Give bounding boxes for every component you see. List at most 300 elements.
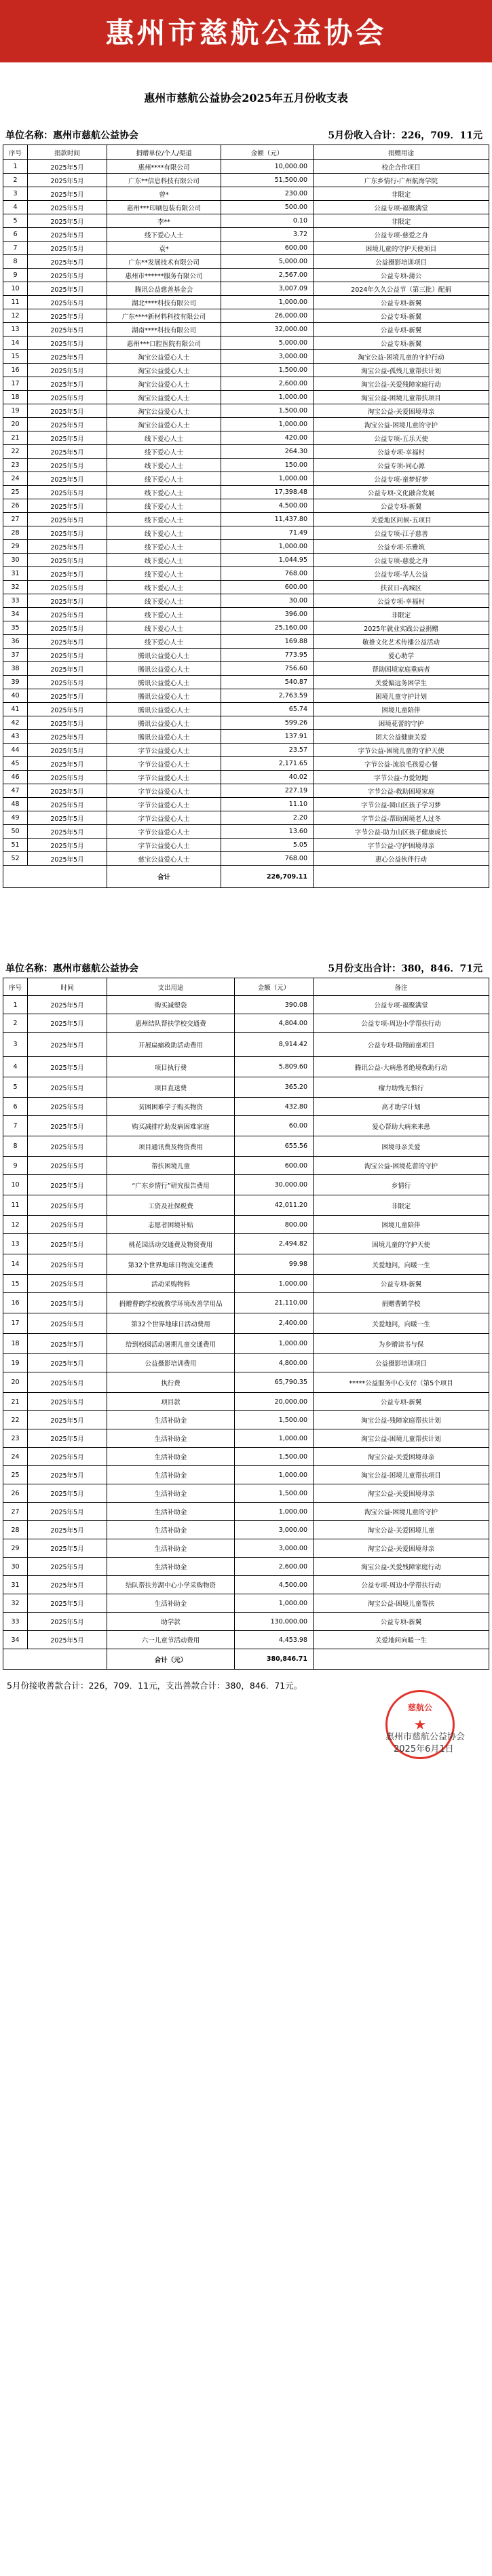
table-cell: 非限定 [314,608,489,621]
table-cell: 2025年5月 [28,554,107,567]
column-header: 时间 [28,978,107,996]
table-row [3,1033,489,1057]
column-header: 支出用途 [107,978,235,996]
table-cell: 2025年5月 [28,1195,107,1216]
table-row [3,811,489,825]
table-cell: 第32个世界地球日活动费用 [107,1313,235,1334]
table-row [3,513,489,526]
table-cell: 线下爱心人士 [107,513,221,526]
table-cell: 19 [3,404,28,418]
table-cell: 2025年5月 [28,1275,107,1293]
table-cell: 1,500.00 [235,1411,314,1429]
table-row [3,404,489,418]
table-cell: 公益专项-新翼 [314,1393,489,1411]
table-cell: 公益专项-新翼 [314,323,489,337]
table-cell: 15 [3,350,28,364]
table-cell: 390.08 [235,996,314,1014]
table-cell: 困境花蕾的守护 [314,716,489,730]
table-cell: 非限定 [314,187,489,201]
table-cell: 19 [3,1354,28,1372]
table-cell: 4,453.98 [235,1631,314,1649]
table-cell: 公益专项-慈爱之舟 [314,228,489,242]
table-cell: 2025年5月 [28,730,107,744]
table-cell: 23 [3,459,28,472]
table-cell: 71.49 [221,526,314,540]
table-cell: 44 [3,744,28,757]
document-title: 惠州市慈航公益协会2025年五月份收支表 [144,92,348,104]
table-row [3,798,489,811]
table-cell: 公益专项-新翼 [314,499,489,513]
table-cell: 淘宝公益-残障家庭帮扶计划 [314,1411,489,1429]
table-cell: 365.20 [235,1077,314,1098]
table-cell: 字节公益爱心人士 [107,757,221,771]
table-cell: 23 [3,1429,28,1448]
table-cell: 2025年5月 [28,1033,107,1057]
table-cell: 30 [3,1558,28,1576]
table-cell: 1,000.00 [221,418,314,431]
table-cell: 2025年5月 [28,540,107,554]
table-cell: 2025年5月 [28,377,107,391]
table-cell: 2025年5月 [28,1254,107,1275]
table-row [3,282,489,296]
table-cell: 生活补助金 [107,1411,235,1429]
table-cell: 公益摄影培训项目 [314,255,489,269]
table-row [3,296,489,309]
table-cell: 2,400.00 [235,1313,314,1334]
table-cell: 线下爱心人士 [107,594,221,608]
table-cell: 2025年5月 [28,499,107,513]
table-row [3,621,489,635]
table-cell: 52 [3,852,28,866]
table-cell: 项目执行费 [107,1057,235,1077]
table-row [3,1503,489,1521]
table-cell: 42,011.20 [235,1195,314,1216]
table-cell: 2025年5月 [28,852,107,866]
table-cell: 21,110.00 [235,1293,314,1313]
table-cell: 2025年5月 [28,689,107,703]
table-cell: 47 [3,784,28,798]
table-cell: 28 [3,1521,28,1539]
table-cell: 线下爱心人士 [107,445,221,459]
table-cell: 2025年5月 [28,431,107,445]
table-cell: 1,500.00 [235,1484,314,1503]
table-cell: 33 [3,594,28,608]
table-cell: 2025年5月 [28,472,107,486]
table-cell: 湖南****科技有限公司 [107,323,221,337]
table-cell: 227.19 [221,784,314,798]
table-cell: 开展扁瘤救助活动费用 [107,1033,235,1057]
column-header: 序号 [3,145,28,160]
table-cell: 4,500.00 [235,1576,314,1594]
table-cell: 字节公益-守护困境母亲 [314,839,489,852]
table-cell: 45 [3,757,28,771]
total-blank [314,866,489,888]
table-row [3,431,489,445]
table-cell: 230.00 [221,187,314,201]
table-cell: 1,000.00 [235,1429,314,1448]
table-row [3,825,489,839]
table-cell: 公益专项-幸福村 [314,594,489,608]
table-cell: 2 [3,174,28,187]
table-cell: 淘宝公益-困境儿童帮扶项目 [314,391,489,404]
table-cell: 广东**发展技术有限公司 [107,255,221,269]
table-cell: 公益摄影培训费用 [107,1354,235,1372]
table-cell: 2025年5月 [28,486,107,499]
table-cell: 0.10 [221,214,314,228]
table-cell: 768.00 [221,567,314,581]
table-cell: 15 [3,1275,28,1293]
table-row [3,1234,489,1254]
column-header: 捐赠单位/个人/渠道 [107,145,221,160]
table-cell: 线下爱心人士 [107,486,221,499]
table-row [3,418,489,431]
table-cell: 30 [3,554,28,567]
table-cell: 淘宝公益-困境儿童的守护 [314,1503,489,1521]
table-cell: 淘宝公益-关爱困境母亲 [314,404,489,418]
table-cell: 36 [3,635,28,649]
table-cell: 29 [3,1539,28,1558]
table-cell: 600.00 [221,581,314,594]
table-row [3,255,489,269]
table-cell: 腾讯公益-大病患者绝境救助行动 [314,1057,489,1077]
table-row [3,1313,489,1334]
table-row [3,554,489,567]
table-cell: 2025年5月 [28,676,107,689]
table-cell: 41 [3,703,28,716]
table-cell: 2,600.00 [221,377,314,391]
table-cell: 公益专项-蒲公 [314,269,489,282]
table-cell: 字节公益-流浪毛孩爱心餐 [314,757,489,771]
table-cell: 高才助学计划 [314,1098,489,1116]
table-row [3,1334,489,1354]
table-cell: 2025年5月 [28,445,107,459]
table-cell: 7 [3,1116,28,1136]
table-cell: 8 [3,255,28,269]
table-row [3,214,489,228]
table-cell: 线下爱心人士 [107,228,221,242]
table-row [3,1136,489,1157]
table-cell: 2025年5月 [28,825,107,839]
table-row [3,608,489,621]
table-cell: 淘宝公益-关爱困境母亲 [314,1448,489,1466]
table-cell: 5,000.00 [221,255,314,269]
table-cell: 扶贫日-高城区 [314,581,489,594]
table-cell: 34 [3,608,28,621]
section-gap [0,888,492,961]
table-cell: 1,000.00 [235,1466,314,1484]
table-row [3,472,489,486]
table-cell: 11.10 [221,798,314,811]
table-cell: 2024年久久公益节（第三批）配捐 [314,282,489,296]
table-cell: 1,500.00 [221,404,314,418]
table-cell: 2025年5月 [28,621,107,635]
table-cell: 线下爱心人士 [107,540,221,554]
table-cell: 公益专项-福聚满堂 [314,996,489,1014]
total-blank [314,1649,489,1670]
table-cell: 2025年5月 [28,839,107,852]
table-row [3,337,489,350]
table-cell: 2025年5月 [28,391,107,404]
table-row [3,1014,489,1033]
table-cell: 2025年5月 [28,771,107,784]
star-icon: ★ [414,1716,426,1733]
table-row [3,771,489,784]
table-cell: 关爱地问向暖一生 [314,1631,489,1649]
table-cell: 2025年5月 [28,1372,107,1393]
column-header: 备注 [314,978,489,996]
table-cell: 公益专项-慈爱之舟 [314,554,489,567]
table-cell: 2025年5月 [28,1429,107,1448]
table-row [3,1576,489,1594]
table-cell: 生活补助金 [107,1429,235,1448]
table-cell: 字节公益-力爱短跑 [314,771,489,784]
table-cell: 公益专项-新翼 [314,1613,489,1631]
table-cell: 腾讯公益慈善基金会 [107,282,221,296]
table-cell: 7 [3,242,28,255]
table-header-row [3,145,489,160]
table-cell: 2025年5月 [28,201,107,214]
table-row [3,174,489,187]
table-cell: 公益专项-福聚满堂 [314,201,489,214]
table-cell: 600.00 [235,1157,314,1175]
table-row [3,1448,489,1466]
table-cell: 生活补助金 [107,1521,235,1539]
table-row [3,499,489,513]
table-cell: 结队帮扶芳湖中心小学采购物资 [107,1576,235,1594]
table-cell: 5,809.60 [235,1057,314,1077]
table-cell: 2025年5月 [28,594,107,608]
table-cell: 51,500.00 [221,174,314,187]
table-cell: 46 [3,771,28,784]
table-cell: 20 [3,1372,28,1393]
table-cell: 腾讯公益爱心人士 [107,703,221,716]
total-row [3,866,489,888]
table-row [3,269,489,282]
table-row [3,1558,489,1576]
table-cell: 1,000.00 [221,296,314,309]
table-cell: 困境儿童陪伴 [314,703,489,716]
table-cell: 2025年5月 [28,581,107,594]
table-cell: 24 [3,1448,28,1466]
table-cell: 10,000.00 [221,160,314,174]
table-cell: 27 [3,513,28,526]
table-cell: 773.95 [221,649,314,662]
table-cell: 2025年5月 [28,1077,107,1098]
table-cell: 13.60 [221,825,314,839]
table-row [3,1077,489,1098]
table-cell: 1,000.00 [235,1275,314,1293]
table-cell: 2025年5月 [28,242,107,255]
table-cell: 2025年5月 [28,1503,107,1521]
table-cell: *****公益服务中心支付（第5个项目 [314,1372,489,1393]
table-cell: 17,398.48 [221,486,314,499]
table-cell: 99.98 [235,1254,314,1275]
table-cell: 瘤力助残无惧行 [314,1077,489,1098]
table-cell: 25 [3,486,28,499]
table-cell: 800.00 [235,1216,314,1234]
table-cell: 1,000.00 [235,1334,314,1354]
table-row [3,744,489,757]
table-cell: 11 [3,296,28,309]
table-cell: 淘宝公益-困境儿童帮扶计划 [314,1429,489,1448]
table-cell: 淘宝公益-关爱残障家庭行动 [314,1558,489,1576]
table-cell: 30.00 [221,594,314,608]
table-cell: 公益专项-五乐天使 [314,431,489,445]
table-cell: 腾讯公益爱心人士 [107,716,221,730]
table-cell: 2,494.82 [235,1234,314,1254]
table-cell: 43 [3,730,28,744]
table-cell: 26 [3,499,28,513]
table-cell: 淘宝公益爱心人士 [107,391,221,404]
table-cell: 2025年5月 [28,635,107,649]
table-cell: 关爱偏远务困学生 [314,676,489,689]
table-cell: 756.60 [221,662,314,676]
table-cell: 线下爱心人士 [107,635,221,649]
table-cell: 2,171.65 [221,757,314,771]
table-cell: 给到校园活动暑期儿童交通费用 [107,1334,235,1354]
table-cell: 广东****新材料科技有限公司 [107,309,221,323]
table-cell: 线下爱心人士 [107,608,221,621]
table-cell: 27 [3,1503,28,1521]
table-cell: 生活补助金 [107,1448,235,1466]
table-cell: 2025年5月 [28,1157,107,1175]
table-cell: 1,000.00 [235,1503,314,1521]
table-cell: 2025年5月 [28,1576,107,1594]
table-cell: 腾讯公益爱心人士 [107,676,221,689]
signature-block [0,1691,492,1773]
table-row [3,1098,489,1116]
table-cell: 字节公益-困境儿童的守护天使 [314,744,489,757]
table-cell: 生活补助金 [107,1539,235,1558]
table-cell: 2025年5月 [28,1631,107,1649]
table-cell: 2025年5月 [28,1448,107,1466]
table-cell: 4,800.00 [235,1354,314,1372]
table-cell: 2025年5月 [28,1466,107,1484]
table-cell: 2025年5月 [28,1334,107,1354]
table-row [3,323,489,337]
table-cell: 2025年5月 [28,1116,107,1136]
table-cell: 曾* [107,187,221,201]
table-cell: 非限定 [314,214,489,228]
table-cell: 264.30 [221,445,314,459]
table-cell: 2025年5月 [28,1014,107,1033]
table-cell: 2025年5月 [28,811,107,825]
table-row [3,1254,489,1275]
table-cell: 2025年5月 [28,174,107,187]
table-cell: 2025年5月 [28,703,107,716]
income-table [3,145,489,888]
table-row [3,1613,489,1631]
table-row [3,1372,489,1393]
table-cell: 2025年5月 [28,1521,107,1539]
table-row [3,1057,489,1077]
table-cell: 2 [3,1014,28,1033]
table-cell: 8,914.42 [235,1033,314,1057]
table-cell: 2025年5月 [28,716,107,730]
table-cell: 1 [3,996,28,1014]
table-cell: 2,763.59 [221,689,314,703]
table-cell: 字节公益爱心人士 [107,784,221,798]
table-cell: 4 [3,201,28,214]
table-cell: 淘宝公益-关爱残障家庭行动 [314,377,489,391]
table-row [3,996,489,1014]
table-cell: 599.26 [221,716,314,730]
table-row [3,228,489,242]
table-cell: 150.00 [221,459,314,472]
table-row [3,242,489,255]
table-cell: 6 [3,228,28,242]
table-cell: 项目通讯费及物资费用 [107,1136,235,1157]
table-row [3,309,489,323]
table-cell: 非限定 [314,1195,489,1216]
table-header-row [3,978,489,996]
table-cell: 淘宝公益-困境儿童的守护行动 [314,350,489,364]
table-cell: 线下爱心人士 [107,472,221,486]
table-cell: 广东乡情行-广州航海学院 [314,174,489,187]
table-cell: 2025年5月 [28,214,107,228]
table-cell: 淘宝公益爱心人士 [107,364,221,377]
table-row [3,391,489,404]
table-row [3,1466,489,1484]
table-cell: 广东**信息科技有限公司 [107,174,221,187]
table-cell: 2025年5月 [28,282,107,296]
table-cell: 2025年5月 [28,1057,107,1077]
table-row [3,1354,489,1372]
table-row [3,839,489,852]
table-row [3,1175,489,1195]
table-row [3,1116,489,1136]
table-cell: 32 [3,1594,28,1613]
table-cell: 31 [3,1576,28,1594]
table-cell: 惠州结队帮扶学校交通费 [107,1014,235,1033]
table-cell: 25 [3,1466,28,1484]
table-cell: 30,000.00 [235,1175,314,1195]
table-cell: 公益摄影培训项目 [314,1354,489,1372]
table-cell: 困境母亲关爱 [314,1136,489,1157]
table-row [3,676,489,689]
table-cell: 公益专项-新翼 [314,1275,489,1293]
table-cell: 淘宝公益爱心人士 [107,377,221,391]
table-cell: 38 [3,662,28,676]
table-cell: 137.91 [221,730,314,744]
table-cell: 湖北****科技有限公司 [107,296,221,309]
table-row [3,730,489,744]
header-banner [0,0,492,62]
table-cell: 帮助困境家庭重病者 [314,662,489,676]
table-cell: 16 [3,364,28,377]
table-cell: 10 [3,282,28,296]
table-cell: 公益专项-周边小学帮扶行动 [314,1576,489,1594]
table-cell: 公益专项-周边小学帮扶行动 [314,1014,489,1033]
table-cell: 项目款 [107,1393,235,1411]
table-cell: 14 [3,337,28,350]
table-cell: 腾讯公益爱心人士 [107,689,221,703]
table-row [3,757,489,771]
table-cell: 49 [3,811,28,825]
table-cell: 关爱地问，向暖一生 [314,1254,489,1275]
table-cell: 3,007.09 [221,282,314,296]
table-cell: 5 [3,1077,28,1098]
table-cell: 字节公益-助力山区孩子健康成长 [314,825,489,839]
table-cell: 志愿者困境补贴 [107,1216,235,1234]
signature-date: 2025年6月1日 [394,1744,454,1754]
table-cell: 2025年5月 [28,744,107,757]
table-cell: 购买减塑袋 [107,996,235,1014]
table-cell: 8 [3,1136,28,1157]
table-row [3,703,489,716]
table-cell: 爱心助学 [314,649,489,662]
table-cell: 35 [3,621,28,635]
